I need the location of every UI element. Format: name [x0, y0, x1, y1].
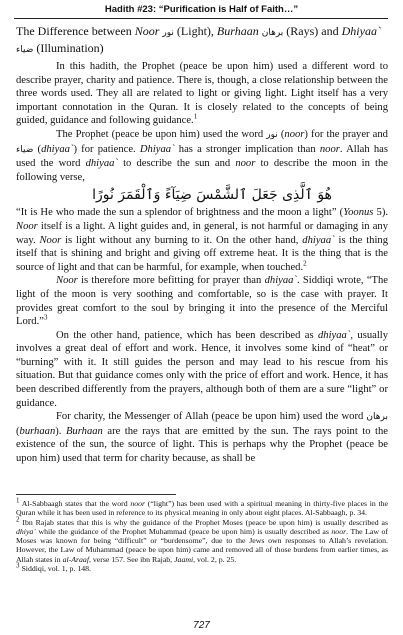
paragraph-4: [16, 274, 388, 328]
text: , vol. 2, p. 25.: [193, 554, 237, 564]
text: (: [277, 128, 285, 140]
title-text: (Rays) and: [283, 24, 342, 38]
text: In this hadith, the Prophet (peace be upon him) used a different word to describe prayer, charity and patience. There is, though, a close relationship between the three words used. They all are related to light or giving light. Light itself has a very important connotation in the Quran. It is closely related to the concepts of being guided, guidance and following guidance.: [16, 61, 388, 127]
paragraph-6: [16, 410, 388, 465]
body-text: [16, 60, 388, 466]
footnote-ref: 1: [193, 112, 198, 121]
arabic-term: ضياء: [16, 144, 34, 155]
footnote-rule: [16, 494, 176, 495]
text: is the thing itself that is shining and bright and giving off extreme heat. It is the thing that is the source of light and that can be harmful, for example, when touched.: [16, 234, 388, 273]
text: “It is He who made the sun a splendor of brightness and the moon a light” (: [16, 207, 344, 219]
footnote-number: 1: [16, 496, 20, 505]
text: (: [33, 143, 42, 155]
term: dhiyaa`: [318, 329, 351, 341]
text: ) for the prayer and: [304, 128, 388, 140]
text: On the other hand, patience, which has been described as: [56, 329, 318, 341]
term: noor: [130, 499, 146, 508]
title-term: Dhiyaa`: [341, 24, 381, 38]
term: noor: [331, 526, 347, 536]
text: Ibn Rajab states that this is why the guidance of the Prophet Moses (peace be upon him) is usually described as: [19, 517, 388, 527]
footnote-number: 3: [16, 561, 20, 570]
term: dhiyaa`: [302, 234, 335, 246]
footnote-2: [16, 515, 388, 564]
term: Noor: [56, 275, 78, 287]
text: . The Law of Moses was known for being “difficult” or “burdensome”, due to the Jews own responses to Allah’s revelation. However, the Law of Muhammad (peace be upon him) came and removed all of those burdens from earlier times, as Allah states in: [16, 526, 388, 564]
text: (: [16, 425, 20, 437]
paragraph-5: [16, 329, 388, 411]
term: dhiyaa`: [41, 143, 74, 155]
running-header: Hadith #23: “Purification is Half of Faith…”: [104, 4, 299, 15]
arabic-term: نور: [266, 129, 278, 140]
footnote-ref: 3: [43, 313, 48, 322]
term: burhaan: [19, 425, 56, 437]
arabic-term: برهان: [366, 412, 388, 423]
term: dhiyaa`: [85, 158, 118, 170]
header-rule: [14, 18, 388, 19]
text: has a stronger implication than: [174, 143, 320, 155]
text: while the guidance of the Prophet Muhammad (peace be upon him) is usually described as: [35, 526, 332, 536]
text: ) for patience.: [73, 143, 140, 155]
term: Noor: [39, 234, 62, 246]
text: The Prophet (peace be upon him) used the word: [56, 128, 267, 140]
footnote-number: 2: [16, 515, 20, 523]
text: Al-Sabbaagh states that the word: [19, 499, 131, 508]
footnote-ref: 2: [303, 259, 307, 268]
term: dhiya`: [16, 526, 36, 536]
text: is light without any burning to it. On the other hand,: [61, 234, 303, 246]
text: itself is a light. A light guides and, in general, is not harmful or damaging in any way.: [16, 220, 388, 246]
arabic-term: برهان: [261, 28, 284, 38]
paragraph-2: [16, 128, 388, 184]
text: 5).: [373, 207, 389, 219]
text: to describe the moon in the following verse,: [16, 158, 389, 183]
title-term: Burhaan: [216, 24, 259, 38]
title-term: Noor: [134, 24, 160, 38]
text: . Siddiqi wrote, “The light of the moon is very soothing and comfortable, so is the case with prayer. It provides great comfort to the soul by bringing it into the presence of the Merciful Lord.”: [16, 275, 388, 328]
paragraph-1: [16, 60, 388, 128]
term: Noor: [16, 220, 38, 232]
title-text: (Illumination): [33, 41, 104, 55]
term: noor: [235, 158, 256, 170]
footnote-1: [16, 496, 388, 518]
footnote-3: [16, 561, 388, 574]
text: For charity, the Messenger of Allah (peace be upon him) used the word: [56, 411, 367, 423]
text: . Allah has used the word: [16, 143, 388, 170]
term: al-Araaf: [62, 554, 89, 564]
section-title: [16, 24, 388, 58]
text: Siddiqi, vol. 1, p. 148.: [19, 564, 91, 574]
text: ).: [55, 425, 66, 437]
term: Jaami: [174, 554, 194, 564]
footnotes: [16, 496, 388, 574]
title-text: The Difference between: [16, 24, 135, 38]
term: Burhaan: [65, 425, 103, 437]
term: noor: [319, 143, 340, 155]
text: to describe the sun and: [117, 158, 236, 170]
term: dhiyaa`: [264, 275, 297, 287]
text: , verse 157. See ibn Rajab,: [88, 554, 175, 564]
term: noor: [284, 128, 305, 140]
term: Dhiyaa`: [139, 143, 175, 155]
text: (“light”) has been used with a spiritual meaning in thirty-five places in the Quran while it has been used in reference to its physical meaning in only about eight places. Al-Sabbaagh, p. 34.: [16, 499, 388, 518]
text: is therefore more befitting for prayer than: [77, 275, 265, 287]
arabic-term: ضياء: [16, 45, 34, 55]
text: , usually involves a great deal of effort and work. Hence, it involves some kind of “heat” or “burning” with it. It still guides the person and may lead to his rescue from his situation. But that guidance comes only with the price of effort and work. Hence, it has been described differently from the prayers, although both of them are a sure “light” or guidance.: [16, 329, 388, 409]
arabic-term: نور: [162, 28, 174, 38]
text: are the rays that are emitted by the sun. The rays point to the existence of the sun, the source of light. This is perhaps why the Prophet (peace be upon him) used that term for charity because, as shall be: [16, 425, 388, 465]
surah-ref: Yoonus: [343, 207, 374, 219]
paragraph-3: [16, 206, 388, 274]
title-text: (Light),: [173, 24, 217, 38]
page-number: 727: [193, 620, 210, 631]
quran-verse: هُوَ ٱلَّذِى جَعَلَ ٱلشَّمْسَ ضِيَآءً وَٱلْقَمَرَ نُورًا: [92, 187, 332, 204]
